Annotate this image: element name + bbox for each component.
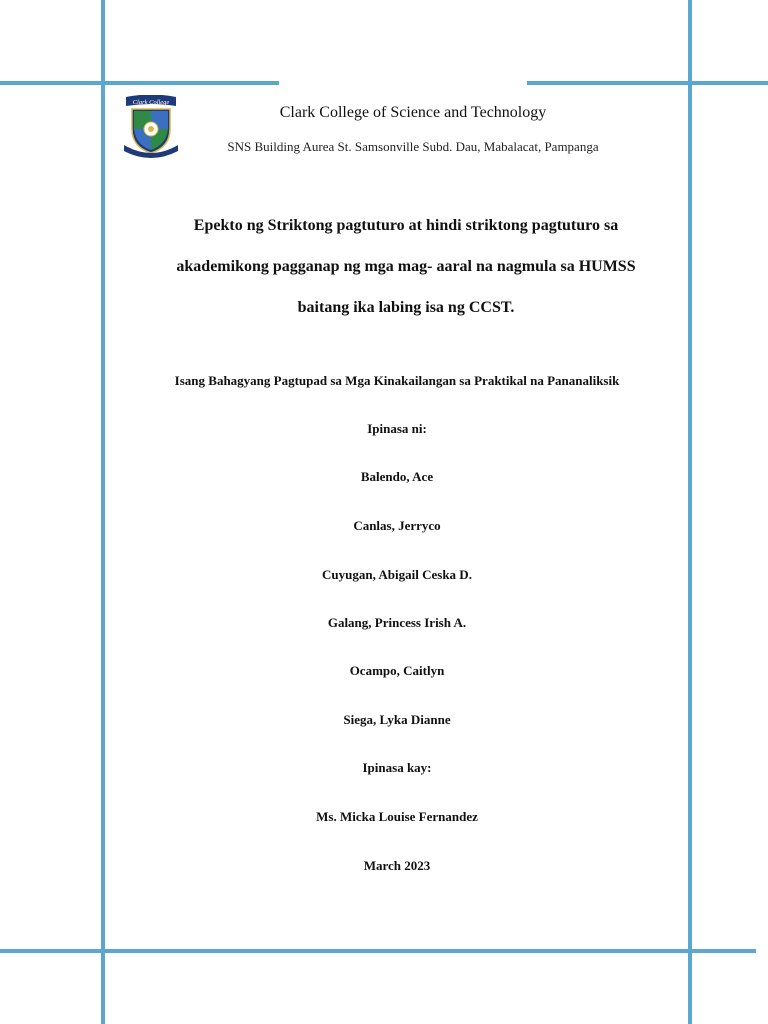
subtitle: Isang Bahagyang Pagtupad sa Mga Kinakailangan sa Praktikal na Pananaliksik	[174, 373, 620, 388]
submitted-to-label: Ipinasa kay:	[362, 760, 432, 775]
right-border-line	[688, 0, 692, 1024]
school-address: SNS Building Aurea St. Samsonville Subd. Dau, Mabalacat, Pampanga	[227, 139, 599, 154]
top-left-border-line	[0, 81, 279, 85]
title-line: baitang ika labing isa ng CCST.	[297, 299, 515, 316]
title-line: Epekto ng Striktong pagtuturo at hindi striktong pagtuturo sa	[193, 217, 619, 234]
bottom-border-line	[0, 949, 756, 953]
school-logo-icon	[122, 95, 180, 159]
logo-text: Clark College	[132, 99, 170, 106]
adviser-name: Ms. Micka Louise Fernandez	[316, 809, 478, 824]
school-name: Clark College of Science and Technology	[279, 104, 547, 121]
left-border-line	[101, 0, 105, 1024]
author-name: Siega, Lyka Dianne	[343, 712, 451, 727]
author-name: Galang, Princess Irish A.	[327, 615, 467, 630]
submission-date: March 2023	[363, 858, 431, 873]
author-name: Balendo, Ace	[360, 469, 434, 484]
author-name: Cuyugan, Abigail Ceska D.	[322, 567, 472, 582]
top-right-border-line	[527, 81, 768, 85]
author-name: Ocampo, Caitlyn	[349, 663, 445, 678]
title-line: akademikong pagganap ng mga mag- aaral na nagmula sa HUMSS	[176, 258, 636, 275]
author-name: Canlas, Jerryco	[353, 518, 441, 533]
research-title	[140, 205, 672, 328]
submitted-by-label: Ipinasa ni:	[367, 421, 427, 436]
